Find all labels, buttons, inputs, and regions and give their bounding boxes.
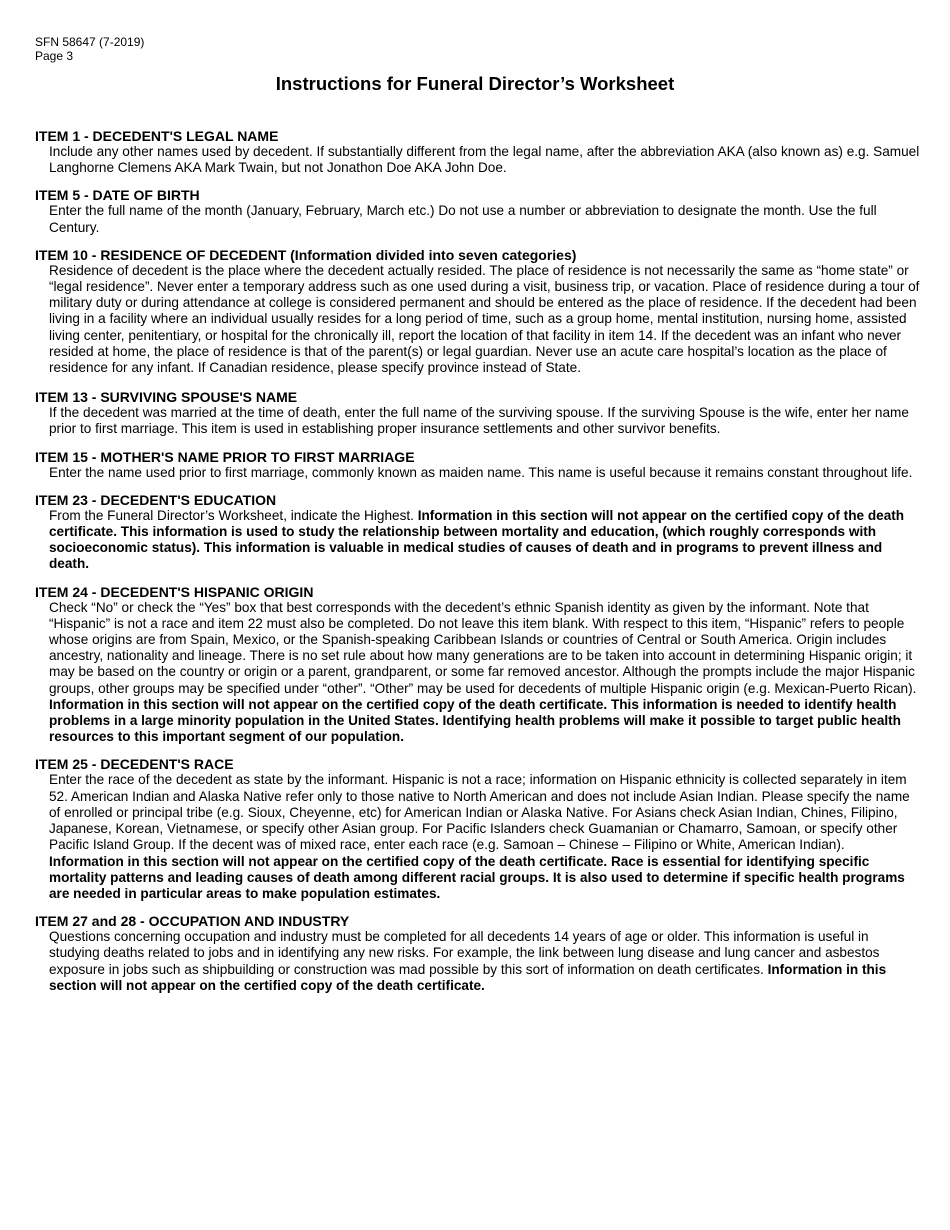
- item-text: From the Funeral Director’s Worksheet, indicate the Highest. Information in this section will not appear on the certified copy of the death certificate. This information is used to study the relationship between mortality and education, (which roughly corresponds with socioeconomic status). This information is valuable in medical studies of causes of death and in programs to prevent illness and death.: [49, 507, 905, 572]
- page-number: Page 3: [35, 49, 74, 63]
- item-text: Enter the full name of the month (January, February, March etc.) Do not use a number or abbreviation to designate the month. Use the full Century.: [49, 203, 877, 235]
- instruction-item-27-28: [35, 913, 920, 994]
- item-text: Include any other names used by decedent. If substantially different from the legal name, after the abbreviation AKA (also known as) e.g. Samuel Langhorne Clemens AKA Mark Twain, but not Jonathon Doe AKA John Doe.: [49, 144, 920, 176]
- item-heading: ITEM 5 - DATE OF BIRTH: [35, 187, 200, 204]
- item-heading: ITEM 10 - RESIDENCE OF DECEDENT (Information divided into seven categories): [35, 246, 577, 263]
- instruction-item-5: [35, 187, 920, 235]
- item-text: Questions concerning occupation and industry must be completed for all decedents 14 years of age or older. This information is useful in studying deaths related to jobs and in identifying any new risks. For example, the link between lung disease and lung cancer and asbestos exposure in jobs such as shipbuilding or construction was mad possible by this sort of information on death certificates. Information in this section will not appear on the certified copy of the death certificate.: [49, 929, 887, 993]
- form-header: [35, 35, 144, 63]
- item-text: Residence of decedent is the place where the decedent actually resided. The place of residence is not necessarily the same as “home state” or “legal residence”. Never enter a temporary address such as one used during a visit, business trip, or vacation. Place of residence during a tour of military duty or during attendance at college is considered permanent and should be entered as the place of residence. If the decedent had been living in a facility where an individual usually resides for a long period of time, such as a group home, mental institution, nursing home, assisted living center, penitentiary, or hospital for the chronically ill, report the location of that facility in item 14. If the decedent was an infant who never resided at home, the place of residence is that of the parent(s) or legal guardian. Never use an acute care hospital’s location as the place of residence for any infant. If Canadian residence, please specify province instead of State.: [49, 262, 920, 376]
- instructions-list: [35, 128, 920, 1005]
- item-heading: ITEM 24 - DECEDENT'S HISPANIC ORIGIN: [35, 583, 314, 600]
- item-text: Enter the name used prior to first marriage, commonly known as maiden name. This name is useful because it remains constant throughout life.: [49, 464, 913, 480]
- instruction-item-15: [35, 449, 920, 481]
- instruction-item-1: [35, 128, 920, 176]
- item-heading: ITEM 1 - DECEDENT'S LEGAL NAME: [35, 128, 279, 144]
- item-heading: ITEM 15 - MOTHER'S NAME PRIOR TO FIRST MARRIAGE: [35, 448, 415, 465]
- instruction-item-23: [35, 492, 920, 573]
- item-heading: ITEM 27 and 28 - OCCUPATION AND INDUSTRY: [35, 913, 350, 930]
- instruction-item-25: [35, 756, 920, 902]
- item-heading: ITEM 25 - DECEDENT'S RACE: [35, 756, 234, 773]
- item-heading: ITEM 23 - DECEDENT'S EDUCATION: [35, 491, 277, 508]
- item-heading: ITEM 13 - SURVIVING SPOUSE'S NAME: [35, 389, 298, 406]
- form-number: SFN 58647 (7-2019): [35, 35, 145, 49]
- instruction-item-13: [35, 389, 920, 437]
- instruction-item-24: [35, 584, 920, 746]
- item-text: Enter the race of the decedent as state by the informant. Hispanic is not a race; information on Hispanic ethnicity is collected separately in item 52. American Indian and Alaska Native refer only to those native to North American and does not include Asian Indian. Please specify the name of enrolled or principal tribe (e.g. Sioux, Cheyenne, etc) for American Indian or Alaska Native. For Asians check Asian Indian, Chines, Filipino, Japanese, Korean, Vietnamese, or specify other Asian group. For Pacific Islanders check Guamanian or Chamarro, Samoan, or specify other Pacific Island Group. If the decent was of mixed race, enter each race (e.g. Samoan – Chinese – Filipino or White, American Indian). Information in this section will not appear on the certified copy of the death certificate. Race is essential for identifying specific mortality patterns and leading causes of death among different racial groups. It is also used to determine if specific health programs are needed in particular areas to make population estimates.: [49, 772, 910, 901]
- page-title: Instructions for Funeral Director’s Worksheet: [275, 73, 675, 94]
- instruction-item-10: [35, 247, 920, 376]
- item-text: Check “No” or check the “Yes” box that best corresponds with the decedent’s ethnic Spanish identity as given by the informant. Note that “Hispanic” is not a race and item 22 must also be completed. Do not leave this item blank. With respect to this item, “Hispanic” refers to people whose origins are from Spain, Mexico, or the Spanish-speaking Caribbean Islands or countries of Central or South America. Origin includes ancestry, nationality and lineage. There is no set rule about how many generations are to be taken into account in determining Hispanic origin; it may be based on the country or origin or a parent, grandparent, or some far removed ancestor. Although the prompts include the major Hispanic groups, other groups may be specified under “other”. “Other” may be used for decedents of multiple Hispanic origin (e.g. Mexican-Puerto Rican). Information in this section will not appear on the certified copy of the death certificate. This information is needed to identify health problems in a large minority population in the United States. Identifying health problems will make it possible to target public health resources to this important segment of our population.: [49, 599, 917, 745]
- item-text: If the decedent was married at the time of death, enter the full name of the surviving spouse. If the surviving Spouse is the wife, enter her name prior to first marriage. This item is used in establishing proper insurance settlements and other survivor benefits.: [49, 405, 909, 437]
